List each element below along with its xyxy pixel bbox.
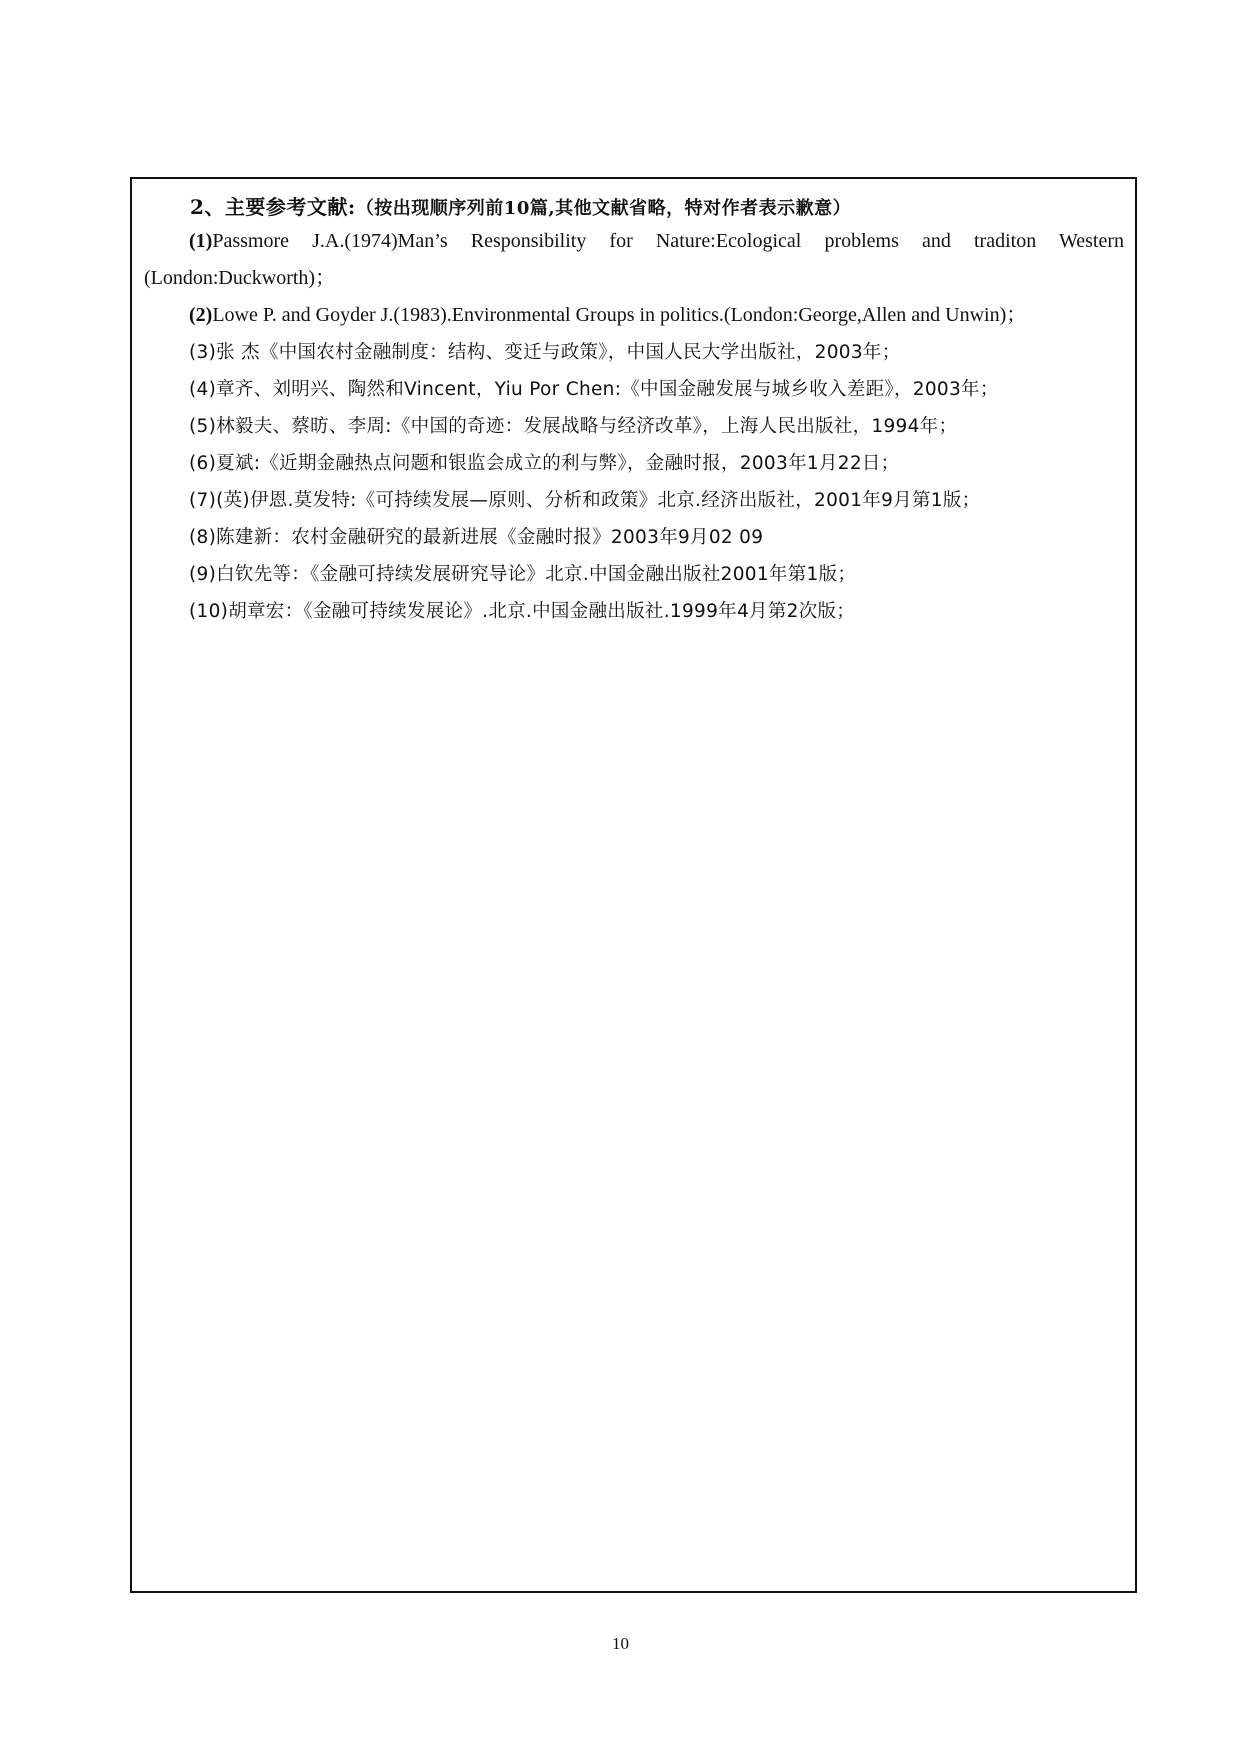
reference-text: Passmore J.A.(1974)Man’s Responsibility for Nature:Ecological problems and traditon Western (London:Duckworth)； <box>144 230 1124 289</box>
reference-number: (7) <box>189 490 217 511</box>
reference-text: 章齐、刘明兴、陶然和Vincent，Yiu Por Chen:《中国金融发展与城乡收入差距》，2003年； <box>216 379 999 400</box>
reference-text: 陈建新：农村金融研究的最新进展《金融时报》2003年9月02 09 <box>216 527 764 548</box>
reference-number: (4) <box>189 379 217 400</box>
reference-text: 林毅夫、蔡昉、李周:《中国的奇迹：发展战略与经济改革》，上海人民出版社，1994年； <box>216 416 958 437</box>
page-number: 10 <box>612 1634 629 1653</box>
reference-item <box>144 593 1124 630</box>
reference-item <box>144 334 1124 371</box>
reference-text: 夏斌:《近期金融热点问题和银监会成立的利与弊》，金融时报，2003年1月22日； <box>216 453 900 474</box>
section-heading <box>190 190 851 226</box>
section-title: 2、主要参考文献: <box>190 195 356 219</box>
reference-text: 张 杰《中国农村金融制度：结构、变迁与政策》，中国人民大学出版社，2003年； <box>216 342 901 363</box>
section-note: （按出现顺序列前10篇,其他文献省略，特对作者表示歉意） <box>355 198 852 219</box>
reference-item <box>144 556 1124 593</box>
reference-list <box>144 223 1124 630</box>
reference-item <box>144 297 1124 334</box>
reference-item <box>144 482 1124 519</box>
reference-number: (10) <box>189 601 229 622</box>
reference-item <box>144 445 1124 482</box>
reference-number: (8) <box>189 527 217 548</box>
reference-number: (3) <box>189 342 217 363</box>
reference-number: (6) <box>189 453 217 474</box>
reference-item <box>144 519 1124 556</box>
reference-number: (1) <box>189 230 213 252</box>
reference-text: 白钦先等：《金融可持续发展研究导论》北京.中国金融出版社2001年第1版； <box>216 564 857 585</box>
reference-text: Lowe P. and Goyder J.(1983).Environmental Groups in politics.(London:George,Allen and Unwin)； <box>212 304 1027 326</box>
reference-number: (9) <box>189 564 217 585</box>
references-box <box>130 177 1137 1593</box>
reference-number: (5) <box>189 416 217 437</box>
reference-text: (英)伊恩.莫发特:《可持续发展—原则、分析和政策》北京.经济出版社，2001年9月第1版； <box>216 490 981 511</box>
reference-text: 胡章宏：《金融可持续发展论》.北京.中国金融出版社.1999年4月第2次版； <box>228 601 856 622</box>
reference-item <box>144 223 1124 297</box>
reference-item <box>144 371 1124 408</box>
reference-number: (2) <box>189 304 213 326</box>
reference-item <box>144 408 1124 445</box>
